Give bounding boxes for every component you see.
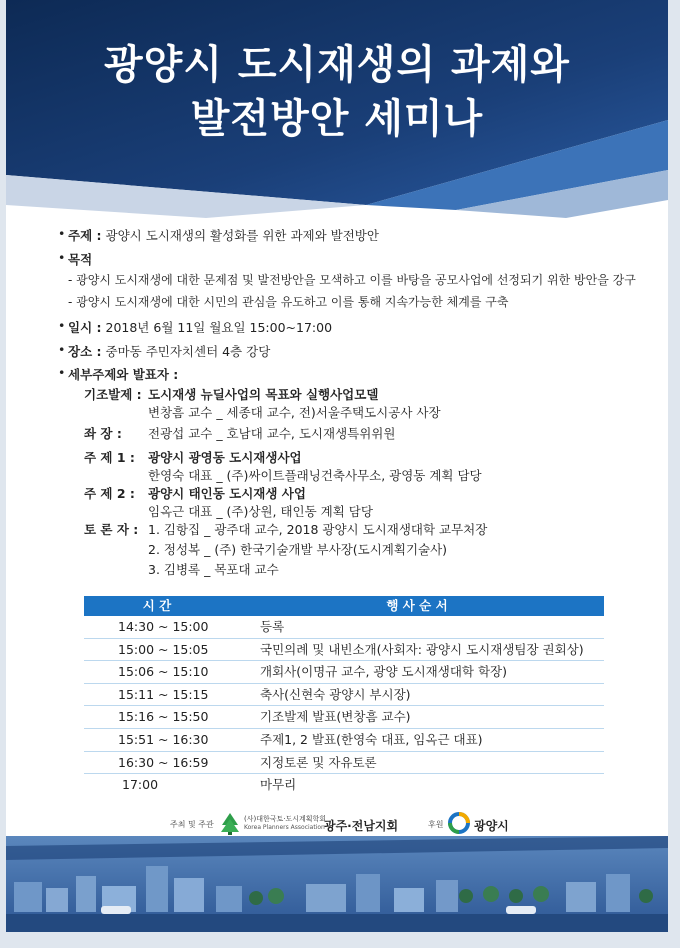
panelist: 2. 정성복 _ (주) 한국기술개발 부사장(도시계획기술사) bbox=[148, 542, 448, 557]
support-label: 후원 bbox=[428, 820, 444, 829]
topic1-speaker: 한영숙 대표 _ (주)싸이트플래닝건축사무소, 광영동 계획 담당 bbox=[148, 468, 482, 483]
row-program: 국민의례 및 내빈소개(사회자: 광양시 도시재생팀장 권회상) bbox=[260, 641, 584, 657]
city-name: 광양시 bbox=[474, 819, 509, 833]
chair-label: 좌 장 : bbox=[84, 426, 122, 441]
cityscape-footer bbox=[6, 836, 668, 932]
topic1-title: 광양시 광영동 도시재생사업 bbox=[148, 450, 302, 465]
venue-text: 중마동 주민자치센터 4층 강당 bbox=[105, 344, 271, 359]
bullet-icon: • bbox=[58, 318, 66, 333]
table-row bbox=[84, 774, 604, 796]
table-row bbox=[84, 639, 604, 662]
panelist: 3. 김병록 _ 목포대 교수 bbox=[148, 562, 279, 577]
topic2-speaker: 임옥근 대표 _ (주)상원, 태인동 계획 담당 bbox=[148, 504, 373, 519]
row-program: 마무리 bbox=[260, 777, 297, 793]
table-header bbox=[84, 596, 604, 616]
table-row bbox=[84, 706, 604, 729]
poster-header bbox=[6, 0, 668, 225]
datetime-text: 2018년 6월 11일 월요일 15:00~17:00 bbox=[105, 320, 333, 335]
row-time: 17:00 bbox=[122, 777, 159, 793]
bullet-icon: • bbox=[58, 250, 66, 265]
program-column-header: 행 사 순 서 bbox=[386, 598, 448, 613]
chair-block bbox=[68, 424, 628, 444]
title-line-2: 발전방안 세미나 bbox=[190, 96, 484, 142]
row-time: 16:30 ~ 16:59 bbox=[118, 754, 209, 770]
row-time: 15:11 ~ 15:15 bbox=[118, 686, 209, 702]
topic1-label: 주 제 1 : bbox=[84, 450, 135, 465]
purpose-row bbox=[58, 250, 93, 268]
row-program: 등록 bbox=[260, 619, 285, 634]
org-branch: 광주·전남지회 bbox=[324, 819, 399, 833]
row-program: 기조발제 발표(변창흠 교수) bbox=[260, 709, 411, 725]
venue-label: 장소 : bbox=[68, 344, 102, 359]
panel-block bbox=[68, 520, 628, 580]
datetime-label: 일시 : bbox=[68, 320, 102, 335]
row-program: 주제1, 2 발표(한영숙 대표, 임옥근 대표) bbox=[260, 731, 483, 747]
purpose-item: - 광양시 도시재생에 대한 문제점 및 발전방안을 모색하고 이를 바탕을 공모사업에 선정되기 위한 방안을 강구 bbox=[68, 273, 636, 287]
keynote-block bbox=[68, 385, 628, 425]
org-name-ko: (사)대한국토·도시계획학회 bbox=[244, 815, 327, 823]
title-line-1: 광양시 도시재생의 과제와 bbox=[104, 42, 570, 88]
keynote-title: 도시재생 뉴딜사업의 목표와 실행사업모델 bbox=[148, 387, 379, 402]
chair-person: 전광섭 교수 _ 호남대 교수, 도시재생특위위원 bbox=[148, 426, 396, 441]
venue-row bbox=[58, 342, 271, 360]
viewer-bottom-bar bbox=[0, 932, 680, 948]
table-row bbox=[84, 729, 604, 752]
panel-label: 토 론 자 : bbox=[84, 522, 139, 537]
purpose-item: - 광양시 도시재생에 대한 시민의 관심을 유도하고 이를 통해 지속가능한 체계를 구축 bbox=[68, 295, 509, 309]
seminar-poster bbox=[6, 0, 668, 932]
bullet-icon: • bbox=[58, 226, 66, 241]
table-row bbox=[84, 661, 604, 684]
row-time: 15:00 ~ 15:05 bbox=[118, 641, 209, 657]
row-program: 개회사(이명규 교수, 광양 도시재생대학 학장) bbox=[260, 664, 507, 680]
bullet-icon: • bbox=[58, 365, 66, 380]
topic1-block bbox=[68, 448, 628, 488]
keynote-speaker: 변창흠 교수 _ 세종대 교수, 전)서울주택도시공사 사장 bbox=[148, 405, 441, 420]
gwangyang-logo-icon bbox=[448, 812, 470, 834]
theme-text: 광양시 도시재생의 활성화를 위한 과제와 발전방안 bbox=[105, 228, 379, 243]
datetime-row bbox=[58, 318, 333, 336]
speakers-label: 세부주제와 발표자 : bbox=[68, 367, 179, 382]
row-time: 14:30 ~ 15:00 bbox=[118, 619, 209, 634]
topic2-title: 광양시 태인동 도시재생 사업 bbox=[148, 486, 306, 501]
keynote-label: 기조발제 : bbox=[84, 387, 142, 402]
row-time: 15:06 ~ 15:10 bbox=[118, 664, 209, 680]
row-time: 15:51 ~ 16:30 bbox=[118, 731, 209, 747]
row-time: 15:16 ~ 15:50 bbox=[118, 709, 209, 725]
poster-title bbox=[6, 38, 668, 146]
theme-row bbox=[58, 226, 379, 244]
time-column-header: 시 간 bbox=[142, 598, 172, 613]
theme-label: 주제 : bbox=[68, 228, 102, 243]
tree-logo-icon bbox=[220, 812, 240, 836]
purpose-label: 목적 bbox=[68, 252, 93, 267]
host-label: 주최 및 주관 bbox=[170, 820, 214, 829]
schedule-table bbox=[84, 596, 604, 796]
topic2-label: 주 제 2 : bbox=[84, 486, 135, 501]
table-row bbox=[84, 752, 604, 775]
cityscape-illustration bbox=[6, 836, 668, 932]
table-row bbox=[84, 684, 604, 707]
table-row bbox=[84, 616, 604, 639]
row-program: 지정토론 및 자유토론 bbox=[260, 754, 377, 770]
panelist: 1. 김항집 _ 광주대 교수, 2018 광양시 도시재생대학 교무처장 bbox=[148, 522, 488, 537]
topic2-block bbox=[68, 484, 628, 524]
row-program: 축사(신현숙 광양시 부시장) bbox=[260, 686, 411, 702]
org-name-en: Korea Planners Association bbox=[244, 824, 325, 831]
speakers-row bbox=[58, 365, 179, 383]
bullet-icon: • bbox=[58, 342, 66, 357]
